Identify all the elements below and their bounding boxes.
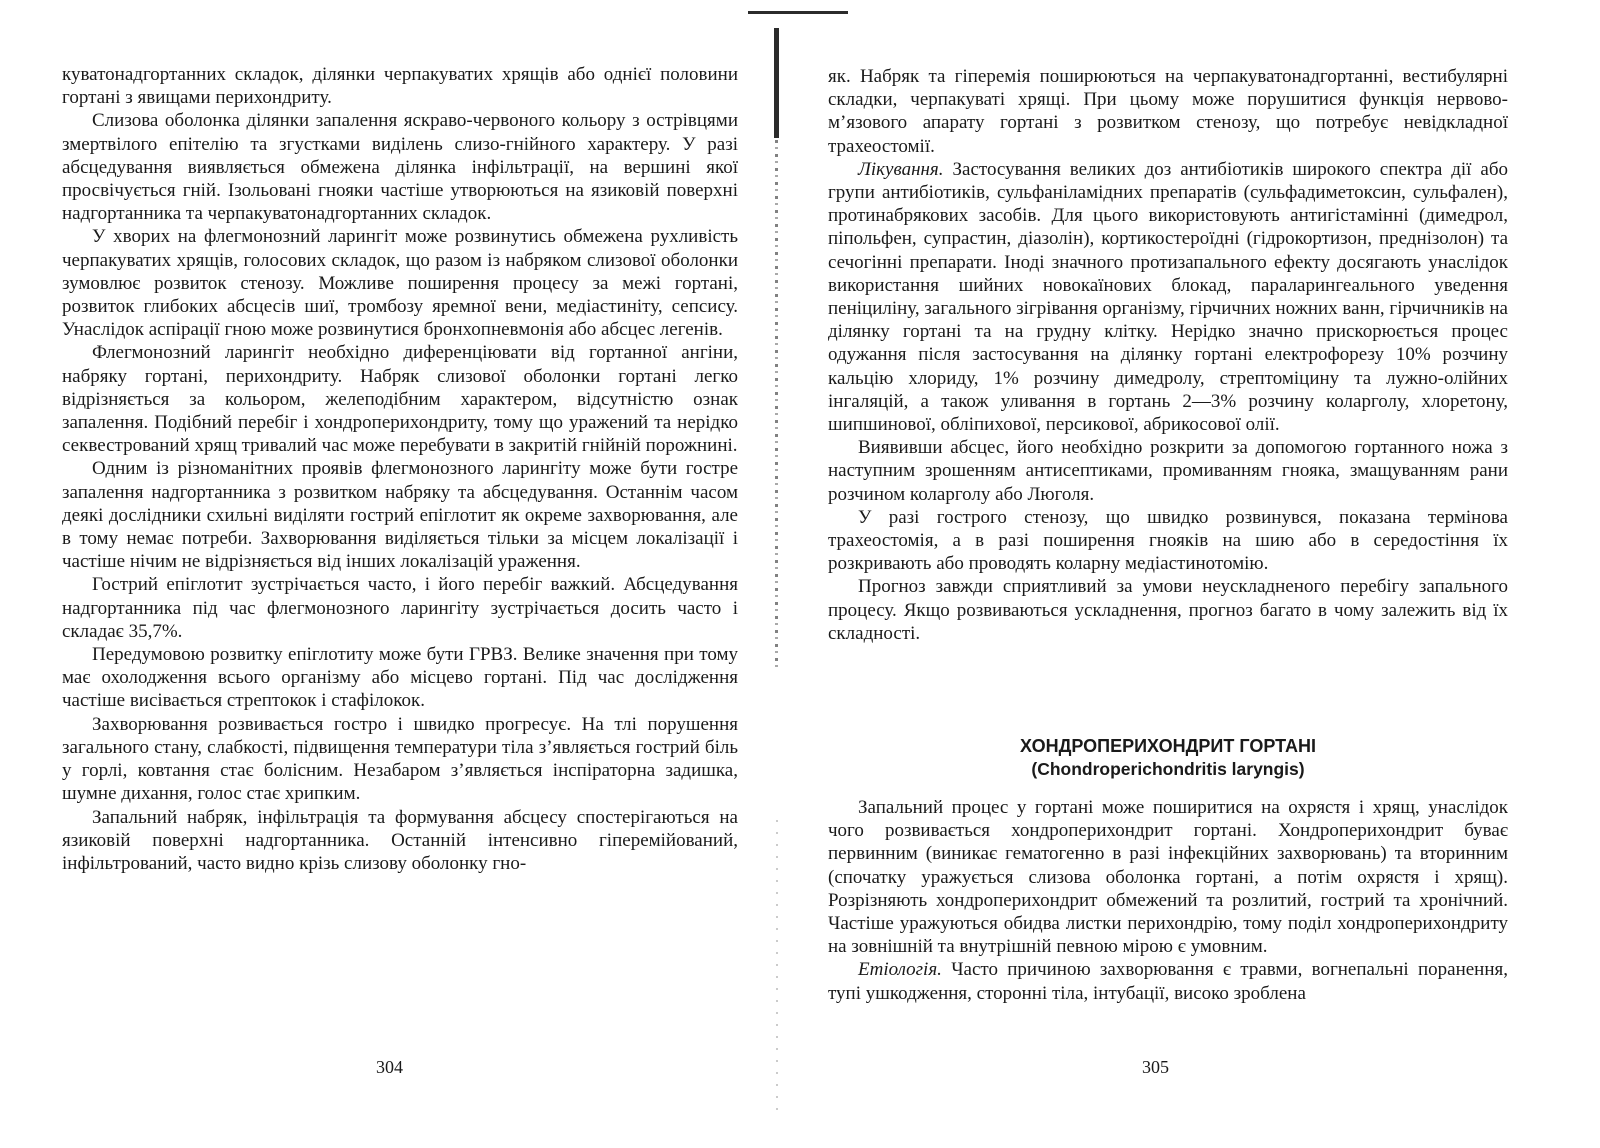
section-heading — [828, 735, 1508, 781]
page-number: 304 — [376, 1057, 403, 1077]
paragraph: Запальний набряк, інфільтрація та формування абсцесу спостерігаються на язиковій поверхні надгортанника. Останній інтенсивно гіперемійований, інфільтрований, часто видно крізь слизову оболонку гно- — [62, 806, 738, 874]
right-page-text-2 — [828, 796, 1508, 1005]
page-number: 305 — [1142, 1057, 1169, 1077]
paragraph: У хворих на флегмонозний ларингіт може розвинутись обмежена рухливість черпакуватих хрящів, голосових складок, що разом із набряком слизової оболонки зумовлює розвиток стенозу. Можливе поширення процесу за межі гортані, розвиток глибоких абсцесів шиї, тромбозу яремної вени, медіастиніту, сепсису. Унаслідок аспірації гною може розвинутися бронхопневмонія або абсцес легенів. — [62, 226, 738, 341]
paragraph — [828, 158, 1508, 436]
paragraph: У разі гострого стенозу, що швидко розвинувся, показана термінова трахеостомія, а в разі поширення гнояків на шию або в середостіння їх розкривають або проводять коларну медіастинотомію. — [828, 506, 1508, 575]
paragraph: Гострий епіглотит зустрічається часто, і його перебіг важкий. Абсцедування надгортанника під час флегмонозного ларингіту зустрічається досить часто і складає 35,7%. — [62, 574, 738, 642]
left-page — [0, 0, 790, 1148]
scan-noise — [775, 140, 778, 670]
paragraph: Передумовою розвитку епіглотиту може бути ГРВЗ. Велике значення при тому має охолодження всього організму або місцево гортані. Під час дослідження частіше висівається стрептокок і стафілокок. — [62, 644, 738, 712]
right-page — [790, 0, 1600, 1148]
section-subtitle: (Chondroperichondritis laryngis) — [1031, 759, 1305, 779]
treatment-label: Лікування. — [858, 158, 944, 180]
paragraph: Одним із різноманітних проявів флегмонозного ларингіту може бути гостре запалення надгортанника з розвитком набряку та абсцедування. Останнім часом деякі дослідники схильні виділяти гострий епіглотит як окреме захворювання, але в тому немає потреби. Захворювання виділяється тільки за місцем локалізації і частіше нічим не відрізняється від інших локалізацій ураження. — [62, 458, 738, 573]
paragraph: Запальний процес у гортані може поширитися на охрястя і хрящ, унаслідок чого розвивається хондроперихондрит гортані. Хондроперихондрит буває первинним (виникає гематогенно в разі інфекційних захворювань) та вторинним (спочатку уражується слизова оболонка гортані, а потім охрястя і хрящ). Розрізняють хондроперихондрит обмежений та розлитий, гострий та хронічний. Частіше уражуються обидва листки перихондрію, тому поділ хондроперихондриту на зовнішній та внутрішній певною мірою є умовним. — [828, 797, 1508, 958]
paragraph-text: Застосування великих доз антибіотиків широкого спектра дії або групи антибіотиків, сульфаніламідних препаратів (сульфадиметоксин, сульфален), протинабрякових засобів. Для цього використовують антигістамінні (димедрол, піпольфен, супрастин, діазолін), кортикостероїдні (гідрокортизон, преднізолон) та сечогінні препарати. Іноді значного протизапального ефекту досягають унаслідок використання шийних новокаїнових блокад, параларингеального уведення пеніциліну, загального зігрівання організму, гірчичних ножних ванн, гірчичників на ділянку гортані та на грудну клітку. Нерідко значно прискорюється процес одужання після застосування на ділянку гортані електрофорезу 10% розчину кальцію хлориду, 1% розчину димедролу, стрептоміцину та лужно-олійних інгаляцій, а також уливання в гортань 2—3% розчину коларголу, хлоретону, шипшинової, обліпихової, персикової, абрикосової олії. — [828, 158, 1509, 436]
paragraph: Флегмонозний ларингіт необхідно диференціювати від гортанної ангіни, набряку гортані, перихондриту. Набряк слизової оболонки гортані легко відрізняється за кольором, желеподібним характером, відсутністю ознак запалення. Подібний перебіг і хондроперихондриту, тому що уражений та нерідко секвестрований хрящ тривалий час може перебувати в закритій гнійній порожнині. — [62, 342, 738, 457]
paragraph: Слизова оболонка ділянки запалення яскраво-червоного кольору з острівцями змертвілого епітелію та згустками виділень слизо-гнійного характеру. У разі абсцедування виявляється обмежена ділянка інфільтрації, на вершині якої просвічується гній. Ізольовані гнояки частіше утворюються на язиковій поверхні надгортанника та черпакуватонадгортанних складок. — [62, 110, 738, 225]
paragraph: куватонадгортанних складок, ділянки черпакуватих хрящів або однієї половини гортані з явищами перихондриту. — [62, 64, 738, 109]
right-page-text — [828, 65, 1508, 645]
binding-mark — [774, 28, 779, 138]
paragraph-text: Часто причиною захворювання є травми, вогнепальні поранення, тупі ушкодження, сторонні тіла, інтубації, високо зроблена — [828, 959, 1508, 1004]
paragraph: Прогноз завжди сприятливий за умови неускладненого перебігу запального процесу. Якщо розвиваються ускладнення, прогноз багато в чому залежить від їх складності. — [828, 576, 1508, 644]
paragraph — [828, 958, 1508, 1004]
left-page-text — [62, 63, 738, 875]
etiology-label: Етіологія. — [858, 959, 942, 981]
paragraph: Захворювання розвивається гостро і швидко прогресує. На тлі порушення загального стану, слабкості, підвищення температури тіла з’являється гострий біль у горлі, ковтання стає болісним. Незабаром з’являється інспіраторна задишка, шумне дихання, голос стає хрипким. — [62, 713, 738, 805]
scan-noise — [776, 820, 778, 1120]
paragraph: Виявивши абсцес, його необхідно розкрити за допомогою гортанного ножа з наступним зрошенням антисептиками, промиванням гнояка, змащуванням рани розчином коларголу або Люголя. — [828, 437, 1508, 505]
section-title: ХОНДРОПЕРИХОНДРИТ ГОРТАНІ — [1020, 736, 1316, 756]
paragraph: як. Набряк та гіперемія поширюються на черпакуватонадгортанні, вестибулярні складки, черпакуваті хрящі. При цьому може порушитися функція нервово-м’язового апарату гортані з розвитком стенозу, що потребує невідкладної трахеостомії. — [828, 66, 1508, 157]
